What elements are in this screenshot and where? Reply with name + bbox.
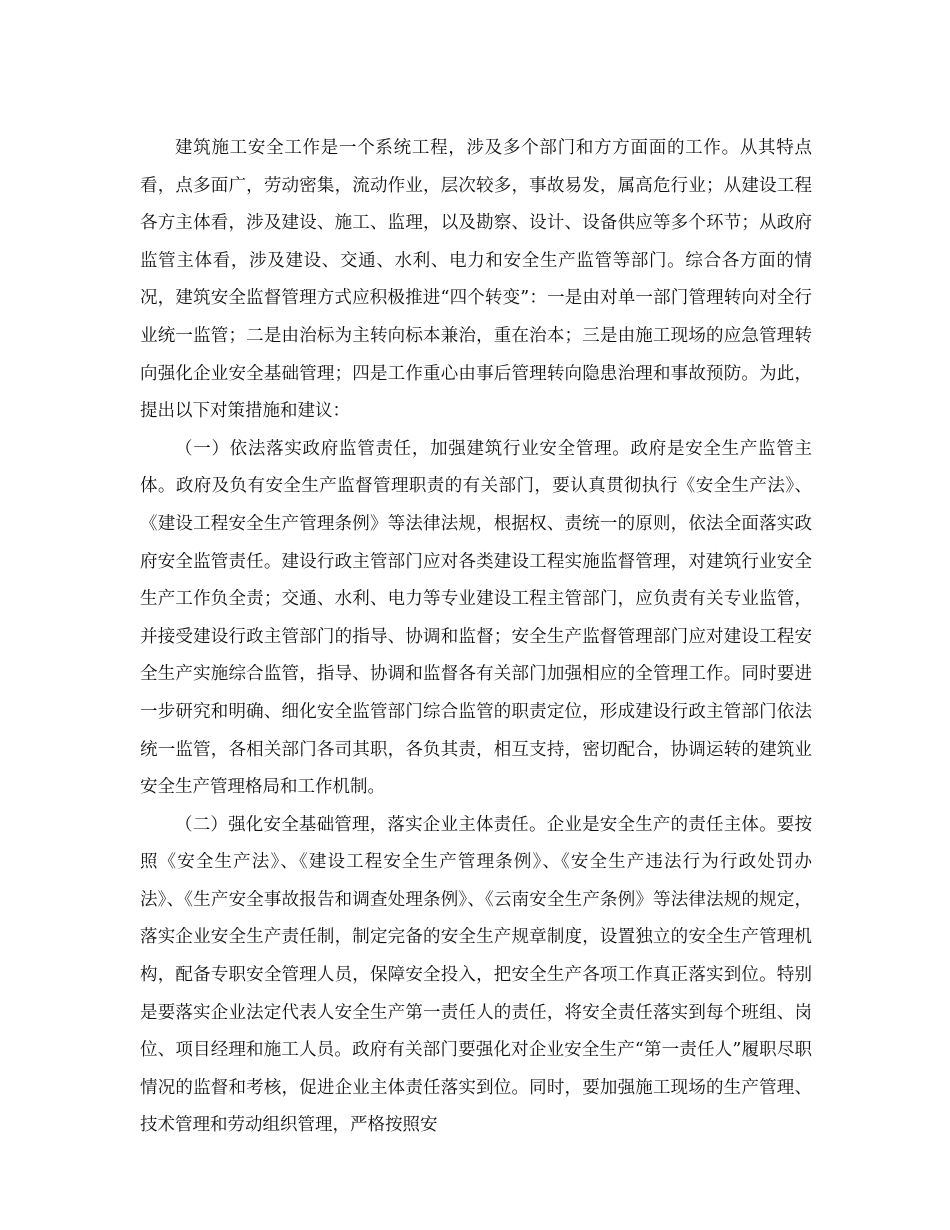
paragraph-intro: 建筑施工安全工作是一个系统工程，涉及多个部门和方方面面的工作。从其特点看，点多面广，劳动密集，流动作业，层次较多，事故易发，属高危行业；从建设工程各方主体看，涉及建设、施工、监理，以及勘察、设计、设备供应等多个环节；从政府监管主体看，涉及建设、交通、水利、电力和安全生产监管等部门。综合各方面的情况，建筑安全监督管理方式应积极推进“四个转变”：一是由对单一部门管理转向对全行业统一监管；二是由治标为主转向标本兼治，重在治本；三是由施工现场的应急管理转向强化企业安全基础管理；四是工作重心由事后管理转向隐患治理和事故预防。为此，提出以下对策措施和建议：	[140, 138, 812, 422]
document-page	[140, 130, 812, 1145]
paragraph-section-2: （二）强化安全基础管理，落实企业主体责任。企业是安全生产的责任主体。要按照《安全生产法》、《建设工程安全生产管理条例》、《安全生产违法行为行政处罚办法》、《生产安全事故报告和调查处理条例》、《云南安全生产条例》等法律法规的规定，落实企业安全生产责任制，制定完备的安全生产规章制度，设置独立的安全生产管理机构，配备专职安全管理人员，保障安全投入，把安全生产各项工作真正落实到位。特别是要落实企业法定代表人安全生产第一责任人的责任，将安全责任落实到每个班组、岗位、项目经理和施工人员。政府有关部门要强化对企业安全生产“第一责任人”履职尽职情况的监督和考核，促进企业主体责任落实到位。同时，要加强施工现场的生产管理、技术管理和劳动组织管理，严格按照安	[140, 814, 812, 1136]
paragraph-section-1: （一）依法落实政府监管责任，加强建筑行业安全管理。政府是安全生产监管主体。政府及负有安全生产监督管理职责的有关部门，要认真贯彻执行《安全生产法》、《建设工程安全生产管理条例》等法律法规，根据权、责统一的原则，依法全面落实政府安全监管责任。建设行政主管部门应对各类建设工程实施监督管理，对建筑行业安全生产工作负全责；交通、水利、电力等专业建设工程主管部门，应负责有关专业监管，并接受建设行政主管部门的指导、协调和监督；安全生产监督管理部门应对建设工程安全生产实施综合监管，指导、协调和监督各有关部门加强相应的全管理工作。同时要进一步研究和明确、细化安全监管部门综合监管的职责定位，形成建设行政主管部门依法统一监管，各相关部门各司其职，各负其责，相互支持，密切配合，协调运转的建筑业安全生产管理格局和工作机制。	[140, 438, 812, 798]
